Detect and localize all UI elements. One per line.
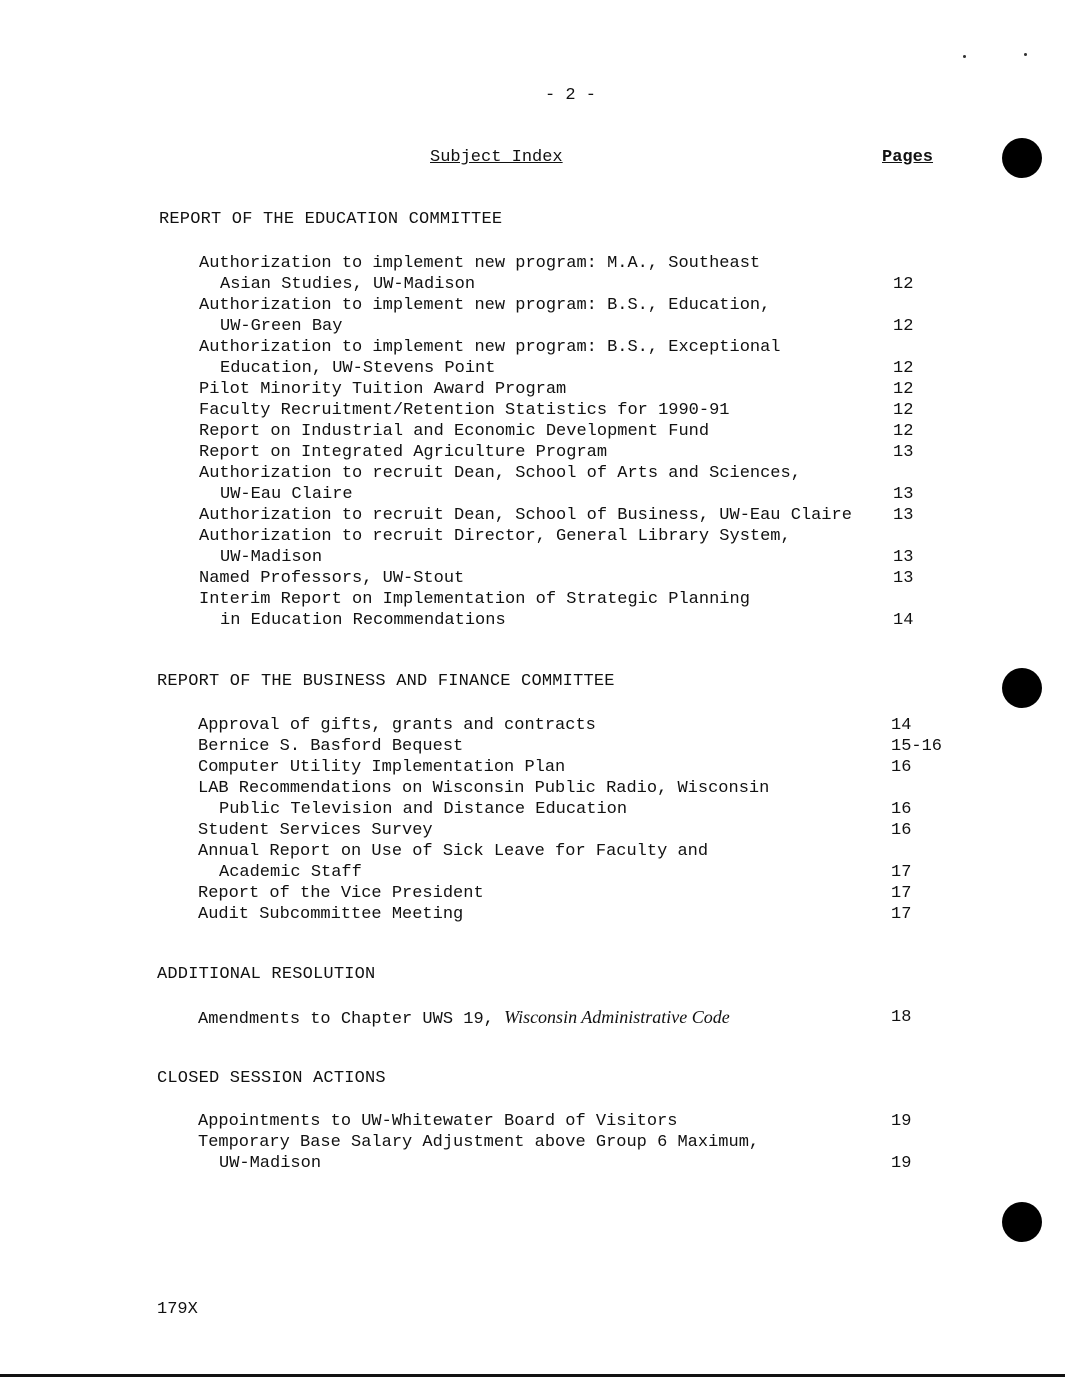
entry-line-text: Interim Report on Implementation of Strategic Planning — [199, 590, 750, 609]
section-heading: REPORT OF THE BUSINESS AND FINANCE COMMITTEE — [157, 672, 615, 691]
entry-text-continued — [198, 862, 1065, 883]
index-entry — [198, 820, 1065, 841]
entry-line-text: Faculty Recruitment/Retention Statistics for 1990-91 — [199, 401, 730, 420]
entry-line-text: Asian Studies, UW-Madison — [220, 275, 476, 294]
entry-page-number: 13 — [893, 443, 914, 462]
entry-text — [198, 1007, 1065, 1028]
entry-line-text: Authorization to implement new program: M.A., Southeast — [199, 254, 761, 273]
entry-text — [199, 421, 1065, 442]
index-entry — [198, 778, 1065, 820]
index-entry — [199, 568, 1065, 589]
entry-line-text: Pilot Minority Tuition Award Program — [199, 380, 567, 399]
entry-text — [199, 442, 1065, 463]
entry-line-text: Academic Staff — [219, 863, 362, 882]
entry-text — [199, 400, 1065, 421]
index-entry — [199, 253, 1065, 295]
scan-speck — [1024, 53, 1027, 56]
entry-line-text: Authorization to recruit Dean, School of Business, UW-Eau Claire — [199, 506, 852, 525]
entry-line-text: Authorization to implement new program: B.S., Exceptional — [199, 338, 781, 357]
punch-hole-middle — [1002, 668, 1042, 708]
entry-line-text: Report on Integrated Agriculture Program — [199, 443, 608, 462]
section-heading: CLOSED SESSION ACTIONS — [157, 1069, 386, 1088]
index-entry — [198, 1007, 1065, 1028]
entry-page-number: 19 — [891, 1154, 912, 1173]
entry-line-text: UW-Madison — [220, 548, 323, 567]
index-entry — [198, 904, 1065, 925]
entry-page-number: 18 — [891, 1008, 912, 1027]
index-entry — [199, 400, 1065, 421]
entry-text-continued — [199, 358, 1065, 379]
entry-line-text: UW-Madison — [219, 1154, 322, 1173]
entry-page-number: 17 — [891, 863, 912, 882]
entry-page-number: 12 — [893, 380, 914, 399]
entry-page-number: 14 — [891, 716, 912, 735]
entry-page-number: 17 — [891, 884, 912, 903]
entry-text-continued — [199, 610, 1065, 631]
index-entry — [198, 757, 1065, 778]
entry-line-text: UW-Eau Claire — [220, 485, 353, 504]
entry-page-number: 13 — [893, 548, 914, 567]
entry-page-number: 17 — [891, 905, 912, 924]
entry-line-text: Computer Utility Implementation Plan — [198, 758, 566, 777]
index-entry — [198, 1132, 1065, 1174]
entry-page-number: 16 — [891, 821, 912, 840]
footer-code: 179X — [157, 1300, 198, 1319]
index-entry — [198, 841, 1065, 883]
entry-text — [198, 883, 1065, 904]
entry-page-number: 16 — [891, 800, 912, 819]
entry-page-number: 14 — [893, 611, 914, 630]
index-entry — [198, 1111, 1065, 1132]
entry-line-text: Report on Industrial and Economic Development Fund — [199, 422, 710, 441]
entry-text — [199, 526, 1065, 547]
entry-line-text: Public Television and Distance Education — [219, 800, 628, 819]
index-entry — [199, 505, 1065, 526]
index-entry — [199, 379, 1065, 400]
bottom-edge-rule — [0, 1374, 1065, 1377]
entry-text-continued — [198, 1153, 1065, 1174]
entry-text-continued — [199, 547, 1065, 568]
index-entry — [199, 589, 1065, 631]
entry-line-text: Appointments to UW-Whitewater Board of Visitors — [198, 1112, 678, 1131]
entry-text-continued — [199, 274, 1065, 295]
entry-text — [198, 757, 1065, 778]
entry-line-text: Audit Subcommittee Meeting — [198, 905, 464, 924]
entry-line-text: in Education Recommendations — [220, 611, 506, 630]
entry-page-number: 19 — [891, 1112, 912, 1131]
entry-page-number: 13 — [893, 485, 914, 504]
entry-text — [199, 379, 1065, 400]
entry-page-number: 12 — [893, 317, 914, 336]
entry-line-text: LAB Recommendations on Wisconsin Public Radio, Wisconsin — [198, 779, 770, 798]
index-entry — [199, 337, 1065, 379]
entry-line-text: Authorization to recruit Dean, School of Arts and Sciences, — [199, 464, 801, 483]
entry-page-number: 12 — [893, 422, 914, 441]
scan-speck — [963, 55, 966, 58]
entry-text — [198, 1111, 1065, 1132]
index-title: Subject Index — [430, 148, 563, 167]
entry-text — [198, 715, 1065, 736]
entry-page-number: 16 — [891, 758, 912, 777]
entry-page-number: 12 — [893, 275, 914, 294]
section-heading: ADDITIONAL RESOLUTION — [157, 965, 376, 984]
entry-text — [199, 505, 1065, 526]
entry-line-text: Annual Report on Use of Sick Leave for Faculty and — [198, 842, 709, 861]
entry-text-continued — [199, 316, 1065, 337]
entry-text — [199, 568, 1065, 589]
index-entry — [199, 295, 1065, 337]
index-entry — [199, 463, 1065, 505]
entry-text — [198, 778, 1065, 799]
entry-text — [199, 463, 1065, 484]
index-entry — [199, 526, 1065, 568]
entry-line-text: Student Services Survey — [198, 821, 433, 840]
pages-column-label: Pages — [882, 148, 934, 167]
entry-text-continued — [199, 484, 1065, 505]
entry-page-number: 12 — [893, 401, 914, 420]
entry-text — [198, 904, 1065, 925]
entry-line-text: Education, UW-Stevens Point — [220, 359, 496, 378]
entry-italic-title: Wisconsin Administrative Code — [504, 1007, 730, 1027]
entry-line-text: Temporary Base Salary Adjustment above Group 6 Maximum, — [198, 1133, 760, 1152]
entry-page-number: 15-16 — [891, 737, 943, 756]
entry-text — [198, 820, 1065, 841]
entry-line-text: Bernice S. Basford Bequest — [198, 737, 464, 756]
entry-page-number: 13 — [893, 506, 914, 525]
index-entry — [198, 883, 1065, 904]
entry-line-text: Amendments to Chapter UWS 19, — [198, 1010, 505, 1029]
entry-line-text: UW-Green Bay — [220, 317, 343, 336]
entry-page-number: 12 — [893, 359, 914, 378]
page-number: - 2 - — [545, 86, 597, 105]
entry-page-number: 13 — [893, 569, 914, 588]
entry-text — [198, 1132, 1065, 1153]
entry-text — [199, 295, 1065, 316]
index-entry — [199, 421, 1065, 442]
punch-hole-bottom — [1002, 1202, 1042, 1242]
section-heading: REPORT OF THE EDUCATION COMMITTEE — [159, 210, 503, 229]
punch-hole-top — [1002, 138, 1042, 178]
index-entry — [198, 715, 1065, 736]
index-entry — [199, 442, 1065, 463]
entry-line-text: Approval of gifts, grants and contracts — [198, 716, 596, 735]
entry-line-text: Authorization to implement new program: B.S., Education, — [199, 296, 771, 315]
entry-line-text: Authorization to recruit Director, General Library System, — [199, 527, 791, 546]
index-entry — [198, 736, 1065, 757]
entry-text — [198, 841, 1065, 862]
entry-line-text: Report of the Vice President — [198, 884, 484, 903]
entry-line-text: Named Professors, UW-Stout — [199, 569, 465, 588]
entry-text-continued — [198, 799, 1065, 820]
entry-text — [199, 589, 1065, 610]
entry-text — [199, 253, 1065, 274]
entry-text — [199, 337, 1065, 358]
